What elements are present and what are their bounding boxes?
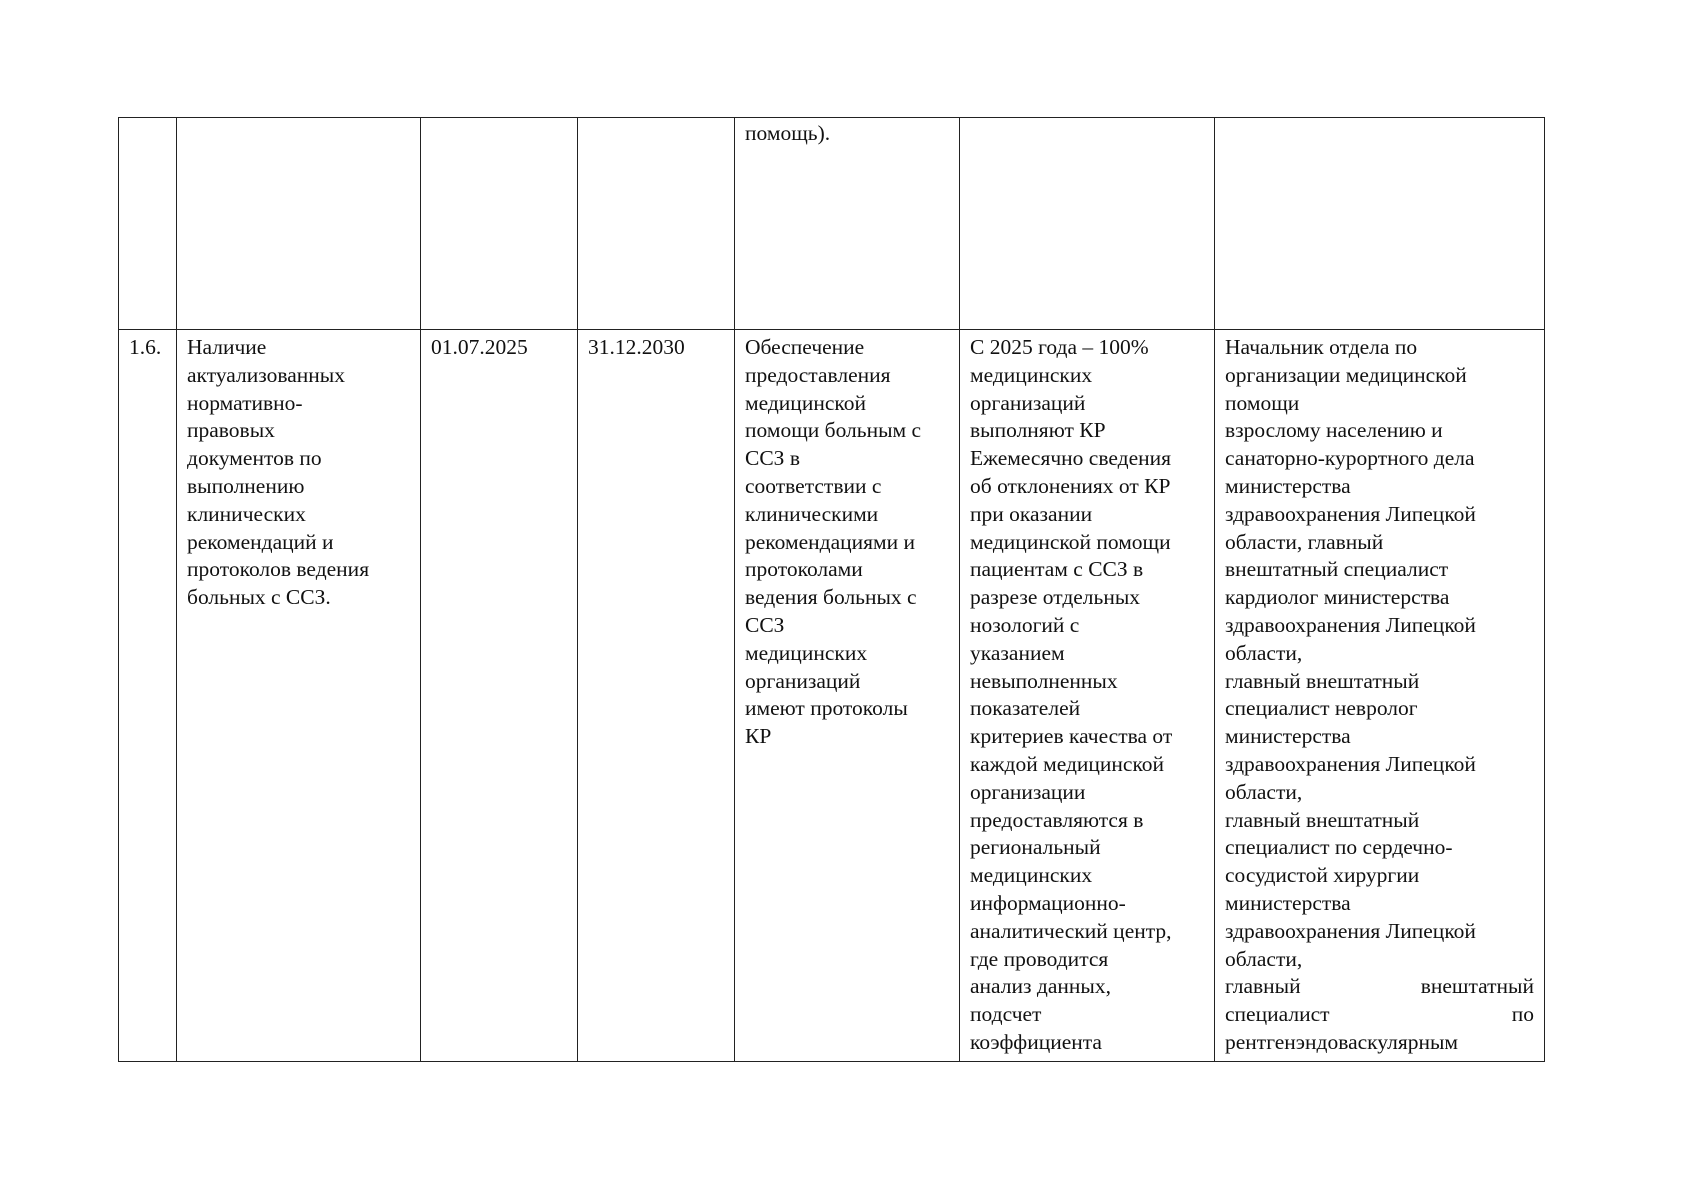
text-line: правовых bbox=[187, 418, 275, 443]
text-line: помощи bbox=[1225, 390, 1300, 415]
text-line: Начальник отдела по bbox=[1225, 335, 1418, 359]
text-line: медицинской bbox=[745, 390, 866, 415]
cell-description bbox=[735, 330, 960, 1062]
text-line: Наличие bbox=[187, 335, 267, 359]
cell-name-cont bbox=[177, 118, 421, 330]
cell-name bbox=[177, 330, 421, 1062]
text-line: рекомендаций и bbox=[187, 529, 334, 554]
text-line: протоколами bbox=[745, 557, 863, 582]
text-line: КР bbox=[745, 724, 772, 749]
text-line: здравоохранения Липецкой bbox=[1225, 918, 1476, 943]
text-word: главный bbox=[1225, 974, 1301, 999]
text-line: главный внештатный bbox=[1225, 668, 1420, 693]
text-line: Ежемесячно сведения bbox=[970, 446, 1172, 471]
cell-end-cont bbox=[578, 118, 735, 330]
text-line: рентгенэндоваскулярным bbox=[1225, 1029, 1459, 1054]
text-line: помощь). bbox=[745, 121, 831, 145]
cell-result-cont bbox=[960, 118, 1215, 330]
text-line: медицинских bbox=[745, 640, 868, 665]
text-line: подсчет bbox=[970, 1002, 1042, 1027]
text-line: коэффициента bbox=[970, 1029, 1102, 1054]
text-line: при оказании bbox=[970, 501, 1093, 526]
text-line: организаций bbox=[745, 668, 861, 693]
text-line: организаций bbox=[970, 390, 1086, 415]
text-line: клиническими bbox=[745, 501, 879, 526]
text-line: Обеспечение bbox=[745, 335, 865, 359]
text-line: нозологий с bbox=[970, 612, 1080, 637]
text-line: где проводится bbox=[970, 946, 1109, 971]
cell-number bbox=[119, 330, 177, 1062]
text-line: министерства bbox=[1225, 890, 1351, 915]
text-line: документов по bbox=[187, 446, 322, 471]
cell-end-date bbox=[578, 330, 735, 1062]
text-line: здравоохранения Липецкой bbox=[1225, 501, 1476, 526]
table-row-continued bbox=[119, 118, 1545, 330]
text-line: сосудистой хирургии bbox=[1225, 863, 1420, 888]
text-line: организации bbox=[970, 779, 1086, 804]
text-line: взрослому населению и bbox=[1225, 418, 1443, 443]
plan-table bbox=[118, 117, 1545, 1062]
text-line: протоколов ведения bbox=[187, 557, 370, 582]
cell-description-cont bbox=[735, 118, 960, 330]
text-word: специалист bbox=[1225, 1002, 1330, 1027]
text-line: указанием bbox=[970, 640, 1065, 665]
text-line: медицинских bbox=[970, 362, 1093, 387]
table-row bbox=[119, 330, 1545, 1062]
cell-number-cont bbox=[119, 118, 177, 330]
text-line: региональный bbox=[970, 835, 1101, 860]
text-line: критериев качества от bbox=[970, 724, 1173, 749]
text-line: аналитический центр, bbox=[970, 918, 1172, 943]
text-line: медицинской помощи bbox=[970, 529, 1171, 554]
text-line: предоставления bbox=[745, 362, 891, 387]
text-line: области, bbox=[1225, 640, 1303, 665]
text-line: ССЗ в bbox=[745, 446, 800, 471]
start-date: 01.07.2025 bbox=[431, 335, 528, 359]
end-date: 31.12.2030 bbox=[588, 335, 685, 359]
text-line: кардиолог министерства bbox=[1225, 585, 1450, 610]
text-line: разрезе отдельных bbox=[970, 585, 1141, 610]
text-word: внештатный bbox=[1420, 974, 1534, 999]
text-line: медицинских bbox=[970, 863, 1093, 888]
text-line: внештатный специалист bbox=[1225, 557, 1449, 582]
text-word: по bbox=[1511, 1002, 1534, 1027]
text-line: организации медицинской bbox=[1225, 362, 1467, 387]
text-line: помощи больным с bbox=[745, 418, 922, 443]
text-line: предоставляются в bbox=[970, 807, 1144, 832]
text-line: анализ данных, bbox=[970, 974, 1111, 999]
cell-result bbox=[960, 330, 1215, 1062]
text-line: больных с ССЗ. bbox=[187, 585, 331, 610]
text-line: ведения больных с bbox=[745, 585, 917, 610]
text-line: каждой медицинской bbox=[970, 751, 1165, 776]
text-line: здравоохранения Липецкой bbox=[1225, 612, 1476, 637]
text-line: области, bbox=[1225, 779, 1303, 804]
cell-responsible-cont bbox=[1215, 118, 1545, 330]
text-line bbox=[1225, 973, 1534, 1001]
text-line: выполняют КР bbox=[970, 418, 1106, 443]
text-line: невыполненных bbox=[970, 668, 1118, 693]
text-line: соответствии с bbox=[745, 473, 882, 498]
text-line: министерства bbox=[1225, 473, 1351, 498]
text-line: рекомендациями и bbox=[745, 529, 916, 554]
row-number: 1.6. bbox=[129, 335, 162, 359]
text-line: выполнению bbox=[187, 473, 305, 498]
text-line: области, bbox=[1225, 946, 1303, 971]
text-line: специалист по сердечно- bbox=[1225, 835, 1453, 860]
cell-responsible bbox=[1215, 330, 1545, 1062]
text-line: показателей bbox=[970, 696, 1081, 721]
text-line: С 2025 года – 100% bbox=[970, 335, 1149, 359]
cell-start-date bbox=[421, 330, 578, 1062]
text-line: имеют протоколы bbox=[745, 696, 908, 721]
text-line: специалист невролог bbox=[1225, 696, 1418, 721]
text-line: актуализованных bbox=[187, 362, 345, 387]
text-line: здравоохранения Липецкой bbox=[1225, 751, 1476, 776]
cell-start-cont bbox=[421, 118, 578, 330]
text-line: главный внештатный bbox=[1225, 807, 1420, 832]
text-line: нормативно- bbox=[187, 390, 303, 415]
text-line: пациентам с ССЗ в bbox=[970, 557, 1144, 582]
text-line: министерства bbox=[1225, 724, 1351, 749]
text-line: об отклонениях от КР bbox=[970, 473, 1171, 498]
text-line: информационно- bbox=[970, 890, 1126, 915]
text-line: области, главный bbox=[1225, 529, 1384, 554]
text-line: клинических bbox=[187, 501, 306, 526]
text-line bbox=[1225, 1001, 1534, 1029]
text-line: ССЗ bbox=[745, 612, 785, 637]
text-line: санаторно-курортного дела bbox=[1225, 446, 1475, 471]
